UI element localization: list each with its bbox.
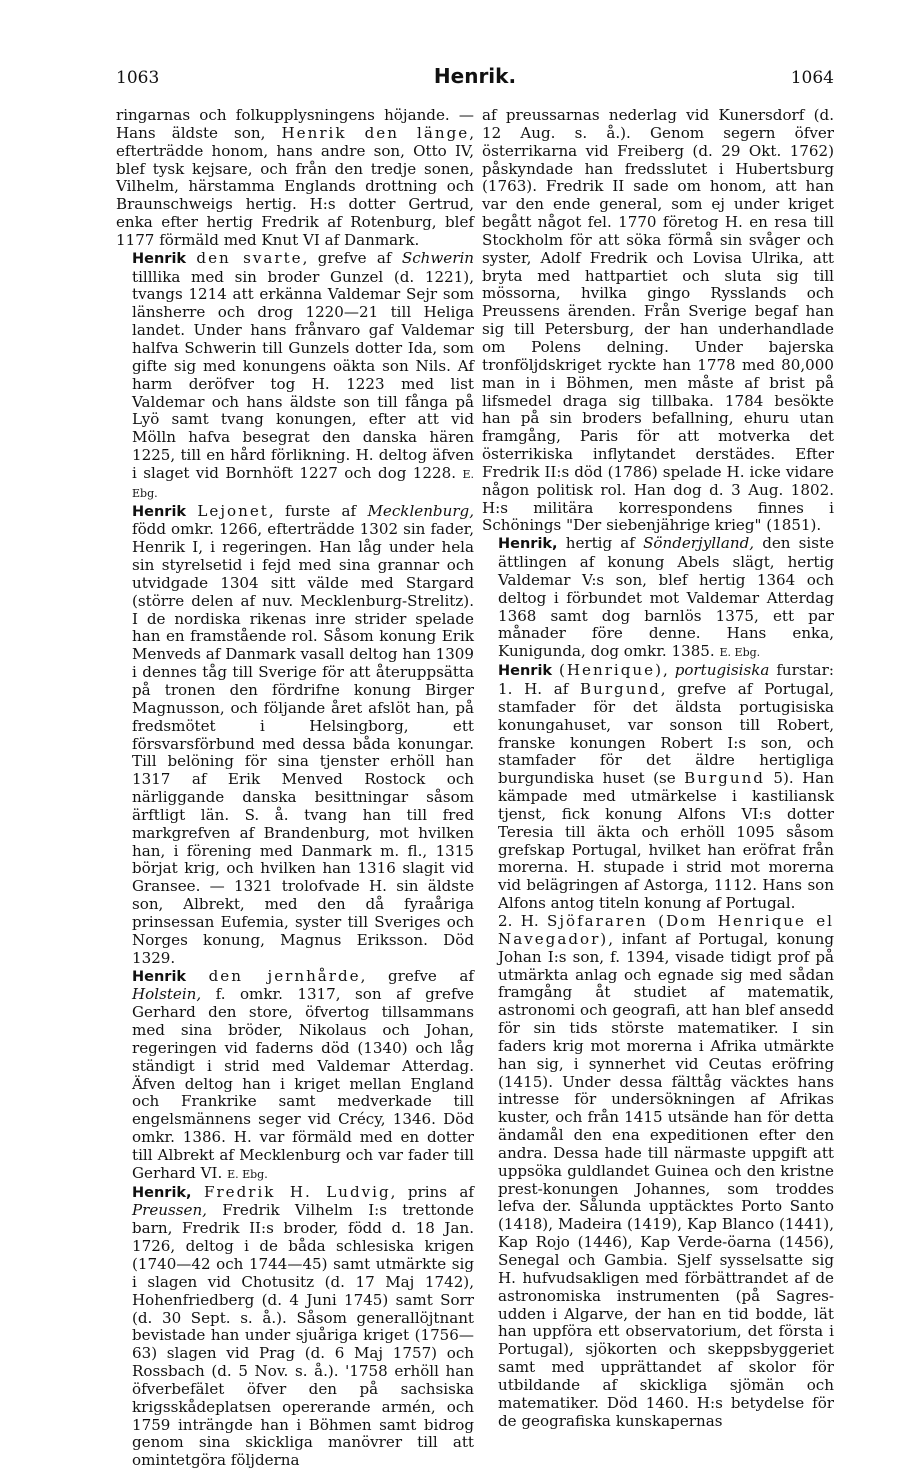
headword: Henrik — [132, 503, 187, 520]
entry-henrik-portugal: Henrik (Henrique), portugisiska furstar: 1. H. af Burgund, grefve af Portugal, stamfader för det äldsta portugisiska konungahuset, var sonson till Robert, franske konungen Robert I:s son, och stamfader för det äldre hertigliga burgundiska huset (se Burgund 5). Han kämpade med utmärkelse i kastiliansk tjenst, fick konung Alfons VI:s dotter Teresia till äkta och erhöll 1095 såsom grefskap Portugal, hvilket han eröfrat från morerna. H. stupade i strid mot morerna vid belägringen af Astorga, 1112. Hans son Alfons antog titeln konung af Portugal. — [498, 661, 834, 913]
entry-henrik-den-svarte: Henrik den svarte, grefve af Schwerin tilllika med sin broder Gunzel (d. 1221), tvangs 1214 att erkänna Valdemar Sejr som länsherre och drog 1220—21 till Heliga landet. Under hans frånvaro gaf Valdemar halfva Schwerin till Gunzels dotter Ida, som gifte sig med konungens oäkta son Nils. Af harm deröfver tog H. 1223 med list Valdemar och hans äldste son till fånga på Lyö samt tvang konungen, efter att vid Mölln hafva besegrat den danska hären 1225, till en hård förlikning. H. deltog äfven i slaget vid Bornhöft 1227 och dog 1228. E. Ebg. — [132, 248, 474, 500]
page-number-left: 1063 — [116, 68, 160, 88]
entry-henrik-prins-af-preussen: Henrik, Fredrik H. Ludvig, prins af Preussen, Fredrik Vilhelm I:s trettonde barn, Fredrik II:s broder, född d. 18 Jan. 1726, deltog i de båda schlesiska krigen (1740—42 och 1744—45) samt utmärkte sig i slagen vid Chotusitz (d. 17 Maj 1742), Hohenfriedberg (d. 4 Juni 1745) samt Sorr (d. 30 Sept. s. å.). Såsom generallöjtnant bevistade han under sjuåriga kriget (1756—63) slagen vid Prag (d. 6 Maj 1757) och Rossbach (d. 5 Nov. s. å.). '1758 erhöll han öfverbefälet öfver den på sachsiska krigsskådeplatsen opererande armén, och 1759 inträngde han i Böhmen samt bidrog genom sina skickliga manövrer till att omintetgöra följderna — [132, 1182, 474, 1470]
page-number-right: 1064 — [790, 68, 834, 88]
headword: Henrik, — [132, 1184, 192, 1201]
continued-paragraph: ringarnas och folkupplysningens höjande. — Hans äldste son, Henrik den länge, efterträdde honom, hans andre son, Otto IV, blef tysk kejsare, och från den tredje sonen, Vilhelm, härstamma Englands drottning och Braunschweigs hertig. H:s dotter Gertrud, enka efter hertig Fredrik af Rotenburg, blef 1177 förmäld med Knut VI af Danmark. — [116, 106, 474, 249]
continued-paragraph: af preussarnas nederlag vid Kunersdorf (d. 12 Aug. s. å.). Genom segern öfver österrikarna vid Freiberg (d. 29 Okt. 1762) påskyndade han fredsslutet i Hubertsburg (1763). Fredrik II sade om honom, att han var den ende general, som ej under kriget begått något fel. 1770 företog H. en resa till Stockholm för att söka förmå sin svåger och syster, Adolf Fredrik och Lovisa Ulrika, att bryta med hattpartiet och sluta sig till mössorna, hvilka gingo Rysslands och Preussens ärenden. Från Sverige begaf han sig till Petersburg, der han underhandlade om Polens delning. Under bajerska tronföljdskriget ryckte han 1778 med 80,000 man in i Böhmen, men måste af brist på lifsmedel draga sig tillbaka. 1784 besökte han på sin broders befallning, ehuru utan framgång, Paris för att motverka det österrikiska inflytandet derstädes. Efter Fredrik II:s död (1786) spelade H. icke vidare någon politisk rol. Han dog d. 3 Aug. 1802. H:s militära korrespondens finnes i Schönings "Der siebenjährige krieg" (1851). — [482, 106, 834, 535]
headword: Henrik — [498, 663, 553, 680]
left-column — [116, 107, 474, 1470]
right-column — [482, 107, 834, 1430]
author-signature: E. Ebg. — [227, 1167, 268, 1181]
entry-henrik-sonderjylland: Henrik, hertig af Sönderjylland, den siste ättlingen af konung Abels slägt, hertig Valdemar V:s son, blef hertig 1364 och deltog i förbundet mot Valdemar Atterdag 1368 samt dog barnlös 1375, ett par månader före denne. Hans enka, Kunigunda, dog omkr. 1385. E. Ebg. — [498, 534, 835, 661]
entry-henrik-lejonet: Henrik Lejonet, furste af Mecklenburg, född omkr. 1266, efterträdde 1302 sin fader, Henrik I, i regeringen. Han låg under hela sin styrelsetid i fejd med sina grannar och utvidgade 1304 sitt välde med Stargard (större delen af nuv. Mecklenburg-Strelitz). I de nordiska rikenas inre strider spelade han en framstående rol. Såsom konung Erik Menveds af Danmark vasall deltog han 1309 i dennes tåg till Sverige för att återuppsätta på tronen den fördrifne konung Birger Magnusson, och följande året afslöt han, på fredsmötet i Helsingborg, ett försvarsförbund med dessa båda konungar. Till belöning för sina tjenster erhöll han 1317 af Erik Menved Rostock och närliggande danska besittningar såsom ärftligt län. S. å. tvang han till fred markgrefven af Brandenburg, mot hvilken han, i förening med Danmark m. fl., 1315 börjat krig, och hvilken han 1316 slagit vid Gransee. — 1321 trolofvade H. sin äldste son, Albrekt, med den då fyraåriga prinsessan Eufemia, syster till Sveriges och Norges konung, Magnus Eriksson. Död 1329. — [132, 501, 474, 967]
running-title: Henrik. — [433, 64, 517, 88]
entry-henrik-den-jernharde: Henrik den jernhårde, grefve af Holstein, f. omkr. 1317, son af grefve Gerhard den store, öfvertog tillsammans med sina bröder, Nikolaus och Johan, regeringen vid faderns död (1340) och låg ständigt i strid med Valdemar Atterdag. Äfven deltog han i kriget mellan England och Frankrike samt medverkade till engelsmännens seger vid Crécy, 1346. Död omkr. 1386. H. var förmäld med en dotter till Albrekt af Mecklenburg och var fader till Gerhard VI. E. Ebg. — [132, 966, 474, 1182]
page-header — [116, 64, 834, 88]
headword: Henrik — [132, 250, 187, 267]
headword: Henrik — [132, 968, 187, 985]
author-signature: E. Ebg. — [719, 646, 761, 660]
author-signature: E. Ebg. — [132, 467, 474, 500]
headword: Henrik, — [498, 536, 558, 553]
entry-henrik-sjofararen: 2. H. Sjöfararen (Dom Henrique el Navegador), infant af Portugal, konung Johan I:s son, f. 1394, visade tidigt prof på utmärkta anlag och egnade sig med sådan framgång åt studiet af matematik, astronomi och geografi, att han blef ansedd för sin tids störste matematiker. I sin faders krig mot morerna i Afrika utmärkte han sig, i synnerhet vid Ceutas eröfring (1415). Under dessa fälttåg väcktes hans intresse för undersökningen af Afrikas kuster, och från 1415 utsände han för detta ändamål den ena expeditionen efter den andra. Dessa hade till närmaste uppgift att uppsöka guldlandet Guinea och den kristne prest-konungen Johannes, som troddes lefva der. Sålunda upptäcktes Porto Santo (1418), Madeira (1419), Kap Blanco (1441), Kap Rojo (1446), Kap Verde-öarna (1456), Senegal och Gambia. Sjelf sysselsatte sig H. hufvudsakligen med förbättrandet af de astronomiska instrumenten (på Sagres-udden i Algarve, der han en tid bodde, lät han uppföra ett observatorium, det första i Portugal), sjökorten och skeppsbyggeriet samt med upprättandet af skolor för utbildande af skickliga sjömän och matematiker. Död 1460. H:s betydelse för de geografiska kunskapernas — [498, 911, 834, 1430]
